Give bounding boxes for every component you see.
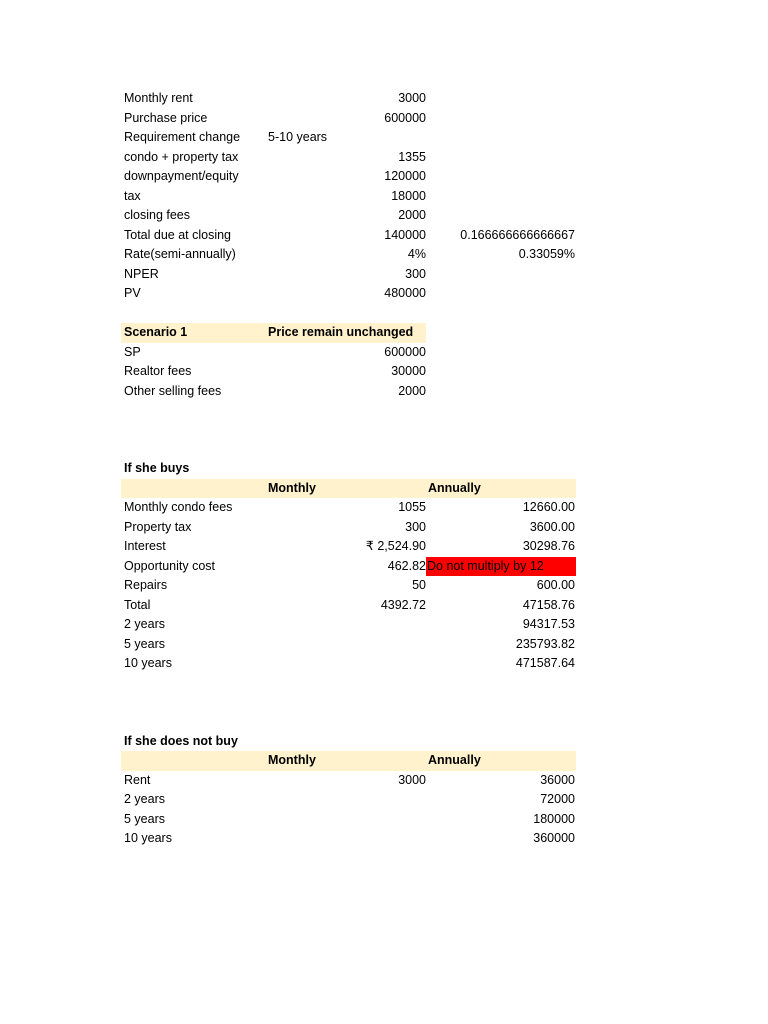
cell-label[interactable]: Total due at closing: [124, 227, 232, 242]
cell-annually[interactable]: 36000: [540, 772, 575, 787]
monthly-header[interactable]: Monthly: [268, 480, 316, 495]
table-row: [121, 518, 577, 538]
section-title-row: [121, 732, 577, 752]
cell-annually[interactable]: 600.00: [536, 578, 575, 592]
buys-block: [121, 459, 577, 674]
input-row: [121, 245, 577, 265]
cell-label[interactable]: PV: [124, 286, 141, 300]
cell-extra[interactable]: 0.33059%: [518, 247, 575, 261]
section-title[interactable]: If she buys: [124, 461, 190, 475]
cell-label[interactable]: Other selling fees: [124, 383, 222, 398]
table-row: [121, 576, 577, 596]
header-fill: [121, 479, 576, 499]
table-row: [121, 537, 577, 557]
scenario-label[interactable]: Scenario 1: [124, 325, 188, 339]
cell-label[interactable]: Monthly rent: [124, 91, 193, 105]
cell-label[interactable]: Rent: [124, 772, 151, 787]
cell-label[interactable]: Purchase price: [124, 110, 208, 125]
table-row: [121, 596, 577, 616]
cell-annually[interactable]: 72000: [540, 792, 575, 806]
cell-value[interactable]: 18000: [391, 188, 426, 203]
annually-header[interactable]: Annually: [428, 753, 481, 767]
cell-value[interactable]: 120000: [384, 169, 426, 183]
scenario-header-row: [121, 323, 577, 343]
cell-monthly[interactable]: 462.82: [387, 558, 426, 573]
table-row: [121, 654, 577, 674]
cell-annually[interactable]: 30298.76: [522, 539, 575, 553]
cell-annually[interactable]: 235793.82: [515, 636, 575, 651]
spacer: [121, 401, 577, 459]
cell-annually[interactable]: 12660.00: [522, 500, 575, 514]
cell-monthly[interactable]: 50: [412, 578, 426, 592]
input-row: [121, 226, 577, 246]
table-row: [121, 810, 577, 830]
alert-note[interactable]: Do not multiply by 12: [427, 558, 544, 573]
cell-monthly[interactable]: ₹ 2,524.90: [365, 539, 426, 553]
monthly-header[interactable]: Monthly: [268, 753, 316, 767]
scenario-row: [121, 343, 577, 363]
cell-annually[interactable]: 94317.53: [522, 617, 575, 631]
cell-monthly[interactable]: 4392.72: [380, 597, 426, 612]
spacer: [121, 674, 577, 732]
table-row: [121, 635, 577, 655]
table-row: [121, 771, 577, 791]
cell-label[interactable]: SP: [124, 344, 141, 359]
cell-label[interactable]: Requirement change: [124, 130, 241, 144]
input-row: [121, 187, 577, 207]
cell-value[interactable]: 2000: [398, 208, 426, 222]
cell-value[interactable]: 4%: [407, 247, 426, 261]
cell-monthly[interactable]: 300: [405, 519, 426, 534]
input-row: [121, 89, 577, 109]
input-row: [121, 128, 577, 148]
cell-value[interactable]: 480000: [384, 286, 426, 300]
cell-label[interactable]: 5 years: [124, 811, 165, 826]
cell-value[interactable]: 600000: [384, 110, 426, 125]
cell-value[interactable]: 2000: [398, 383, 426, 398]
spreadsheet: [121, 89, 577, 849]
cell-annually[interactable]: 180000: [533, 811, 575, 826]
cell-label[interactable]: 2 years: [124, 792, 165, 806]
scenario-row: [121, 382, 577, 402]
cell-extra[interactable]: 0.166666666666667: [460, 227, 575, 242]
cell-label[interactable]: Monthly condo fees: [124, 500, 233, 514]
header-fill: [121, 751, 576, 771]
input-row: [121, 167, 577, 187]
not-buy-block: [121, 732, 577, 849]
cell-label[interactable]: Rate(semi-annually): [124, 247, 236, 261]
cell-monthly[interactable]: 3000: [398, 772, 426, 787]
input-row: [121, 265, 577, 285]
cell-label[interactable]: condo + property tax: [124, 149, 239, 164]
cell-label[interactable]: NPER: [124, 266, 159, 281]
cell-label[interactable]: tax: [124, 188, 141, 203]
cell-label[interactable]: Interest: [124, 539, 166, 553]
cell-monthly[interactable]: 1055: [398, 500, 426, 514]
cell-label[interactable]: Opportunity cost: [124, 558, 216, 573]
cell-mid[interactable]: 5-10 years: [268, 130, 328, 144]
table-row: [121, 557, 577, 577]
input-row: [121, 109, 577, 129]
cell-value[interactable]: 140000: [384, 227, 426, 242]
cell-label[interactable]: 10 years: [124, 656, 172, 670]
cell-value[interactable]: 3000: [398, 91, 426, 105]
input-row: [121, 206, 577, 226]
cell-label[interactable]: closing fees: [124, 208, 191, 222]
scenario-title[interactable]: Price remain unchanged: [268, 325, 414, 339]
column-header-row: [121, 479, 577, 499]
table-row: [121, 615, 577, 635]
section-title-row: [121, 459, 577, 479]
cell-value[interactable]: 30000: [391, 364, 426, 378]
cell-label[interactable]: 10 years: [124, 831, 172, 845]
cell-label[interactable]: Property tax: [124, 519, 192, 534]
cell-label[interactable]: 2 years: [124, 617, 165, 631]
cell-label[interactable]: 5 years: [124, 636, 165, 651]
table-row: [121, 498, 577, 518]
cell-value[interactable]: 1355: [398, 149, 426, 164]
cell-value[interactable]: 300: [405, 266, 426, 281]
spacer: [121, 304, 577, 324]
cell-label[interactable]: Total: [124, 597, 151, 612]
cell-label[interactable]: Realtor fees: [124, 364, 192, 378]
inputs-block: [121, 89, 577, 304]
cell-label[interactable]: downpayment/equity: [124, 169, 239, 183]
input-row: [121, 148, 577, 168]
table-row: [121, 829, 577, 849]
table-row: [121, 790, 577, 810]
cell-annually[interactable]: 471587.64: [515, 656, 575, 670]
cell-annually[interactable]: 47158.76: [522, 597, 575, 612]
scenario-row: [121, 362, 577, 382]
cell-value[interactable]: 600000: [384, 344, 426, 359]
scenario-block: [121, 323, 577, 401]
column-header-row: [121, 751, 577, 771]
cell-annually[interactable]: 3600.00: [529, 519, 575, 534]
section-title[interactable]: If she does not buy: [124, 733, 238, 748]
cell-annually[interactable]: 360000: [533, 831, 575, 845]
input-row: [121, 284, 577, 304]
cell-label[interactable]: Repairs: [124, 578, 168, 592]
annually-header[interactable]: Annually: [428, 480, 481, 495]
